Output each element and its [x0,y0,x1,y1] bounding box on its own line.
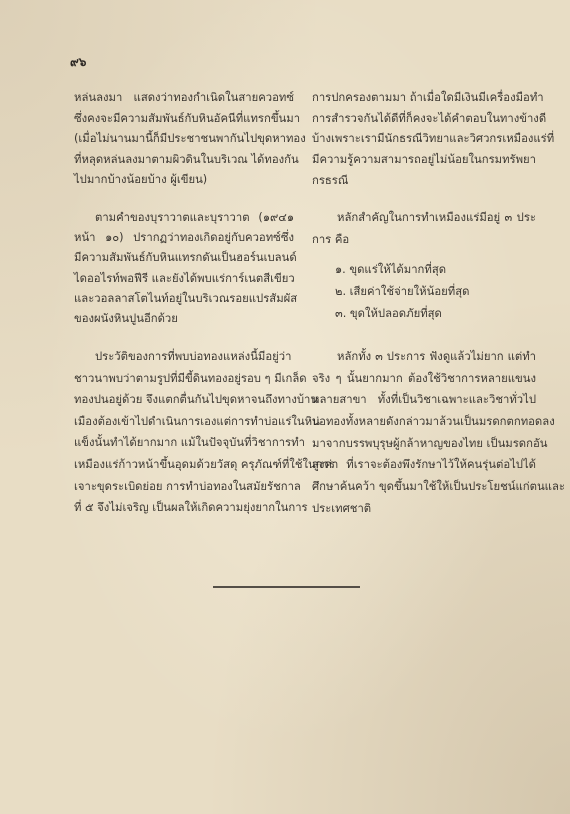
text-line: เมืองต้องเข้าไปดำเนินการเองแต่การทำบ่อแร่ในหิน [74,414,320,428]
text-line: ซึ่งคงจะมีความสัมพันธ์กับหินอัคนีที่แทรกขึ้นมา [74,111,301,125]
text-line: มีความสัมพันธ์กับหินแทรกดันเป็นฮอร์นเบลนด์ [74,251,297,265]
text-line: สูงค่า ที่เราจะต้องพึงรักษาไว้ให้คนรุ่นต่อไปได้ [312,458,536,472]
text-line: ที่ ๕ จึงไม่เจริญ เป็นผลให้เกิดความยุ่งยากในการ [74,501,308,515]
text-line: มาจากบรรพบุรุษผู้กล้าหาญของไทย เป็นมรดกอัน [312,436,548,450]
text-line: ประเทศชาติ [312,501,372,515]
text-line: ประวัติของการที่พบบ่อทองแหล่งนี้มีอยู่ว่า [95,350,292,363]
text-line: (เมื่อไม่นานมานี้ก็มีประชาชนพากันไปขุดหาทอง [74,132,306,145]
paragraph [74,346,335,519]
text-line: ที่หลุดหล่นลงมาตามผิวดินในบริเวณ ได้ทองกัน [74,152,299,166]
paragraph [312,346,565,520]
paragraph [312,207,536,251]
text-line: แข็งนั้นทำได้ยากมาก แม้ในปัจจุบันที่วิชาการทำ [74,436,305,450]
text-line: ทองปนอยู่ด้วย จึงแตกตื่นกันไปขุดหาจนถึงทางบ้าน [74,393,319,407]
text-line: ศึกษาค้นคว้า ขุดขึ้นมาใช้ให้เป็นประโยชน์แก่ตนและ [312,480,565,494]
text-line: หลักทั้ง ๓ ประการ ฟังดูแล้วไม่ยาก แต่ทำ [337,350,536,363]
text-line: การ คือ [312,233,350,246]
text-line: หลายสาขา ทั้งที่เป็นวิชาเฉพาะและวิชาทั่วไป [312,393,536,407]
text-line: บ้างเพราะเรามีนักธรณีวิทยาและวิศวกรเหมืองแร่ที่ [312,132,555,146]
list-item: ๒. เสียค่าใช้จ่ายให้น้อยที่สุด [335,285,470,298]
list-item: ๑. ขุดแร่ให้ได้มากที่สุด [335,263,447,276]
list-item: ๓. ขุดให้ปลอดภัยที่สุด [335,307,442,320]
text-line: ของผนังหินปูนอีกด้วย [74,311,178,325]
text-line: ไปมากบ้างน้อยบ้าง ผู้เขียน) [74,173,208,186]
text-line: การปกครองตามมา ถ้าเมื่อใดมีเงินมีเครื่องมือทำ [312,91,544,104]
text-line: หลักสำคัญในการทำเหมืองแร่มีอยู่ ๓ ประ [337,211,536,224]
text-line: บ่อทองทั้งหลายดังกล่าวมาล้วนเป็นมรดกตกทอดลง [312,415,555,429]
text-line: ตามคำของบุราวาตและบุราวาต (๑๙๔๑ [95,211,294,224]
text-line: เจาะขุดระเบิดย่อย การทำบ่อทองในสมัยรัชกาล [74,479,301,493]
text-line: เหมืองแร่ก้าวหน้าขึ้นอุดมด้วยวัสดุ ครุภัณฑ์ที่ใช้ในการ [74,457,335,471]
text-line: จริง ๆ นั้นยากมาก ต้องใช้วิชาการหลายแขนง [312,371,536,385]
paragraph [312,88,555,191]
paragraph [74,208,298,329]
numbered-list [312,259,536,325]
text-line: หล่นลงมา แสดงว่าทองกำเนิดในสายควอทซ์ [74,91,294,104]
text-line: ชาวนาพบว่าตามรูปที่มีขี้ดินทองอยู่รอบ ๆ มีเกล็ด [74,371,307,385]
text-line: กรธรณี [312,173,349,187]
page-number: ๙๖ [70,55,87,69]
text-line: และวอลลาสโตไนท์อยู่ในบริเวณรอยแปรสัมผัส [74,291,298,305]
text-line: หน้า ๑๐) ปรากฏว่าทองเกิดอยู่กับควอทซ์ซึ่ง [74,231,294,245]
text-line: มีความรู้ความสามารถอยู่ไม่น้อยในกรมทรัพยา [312,153,537,167]
text-line: ไดออไรท์พอฟีรี และยังได้พบแร่การ์เนตสีเขียว [74,271,295,285]
section-divider [213,586,360,588]
paragraph [74,88,306,191]
text-line: การสำรวจกันได้ดีที่ก็คงจะได้คำตอบในทางข้างดี [312,111,547,125]
